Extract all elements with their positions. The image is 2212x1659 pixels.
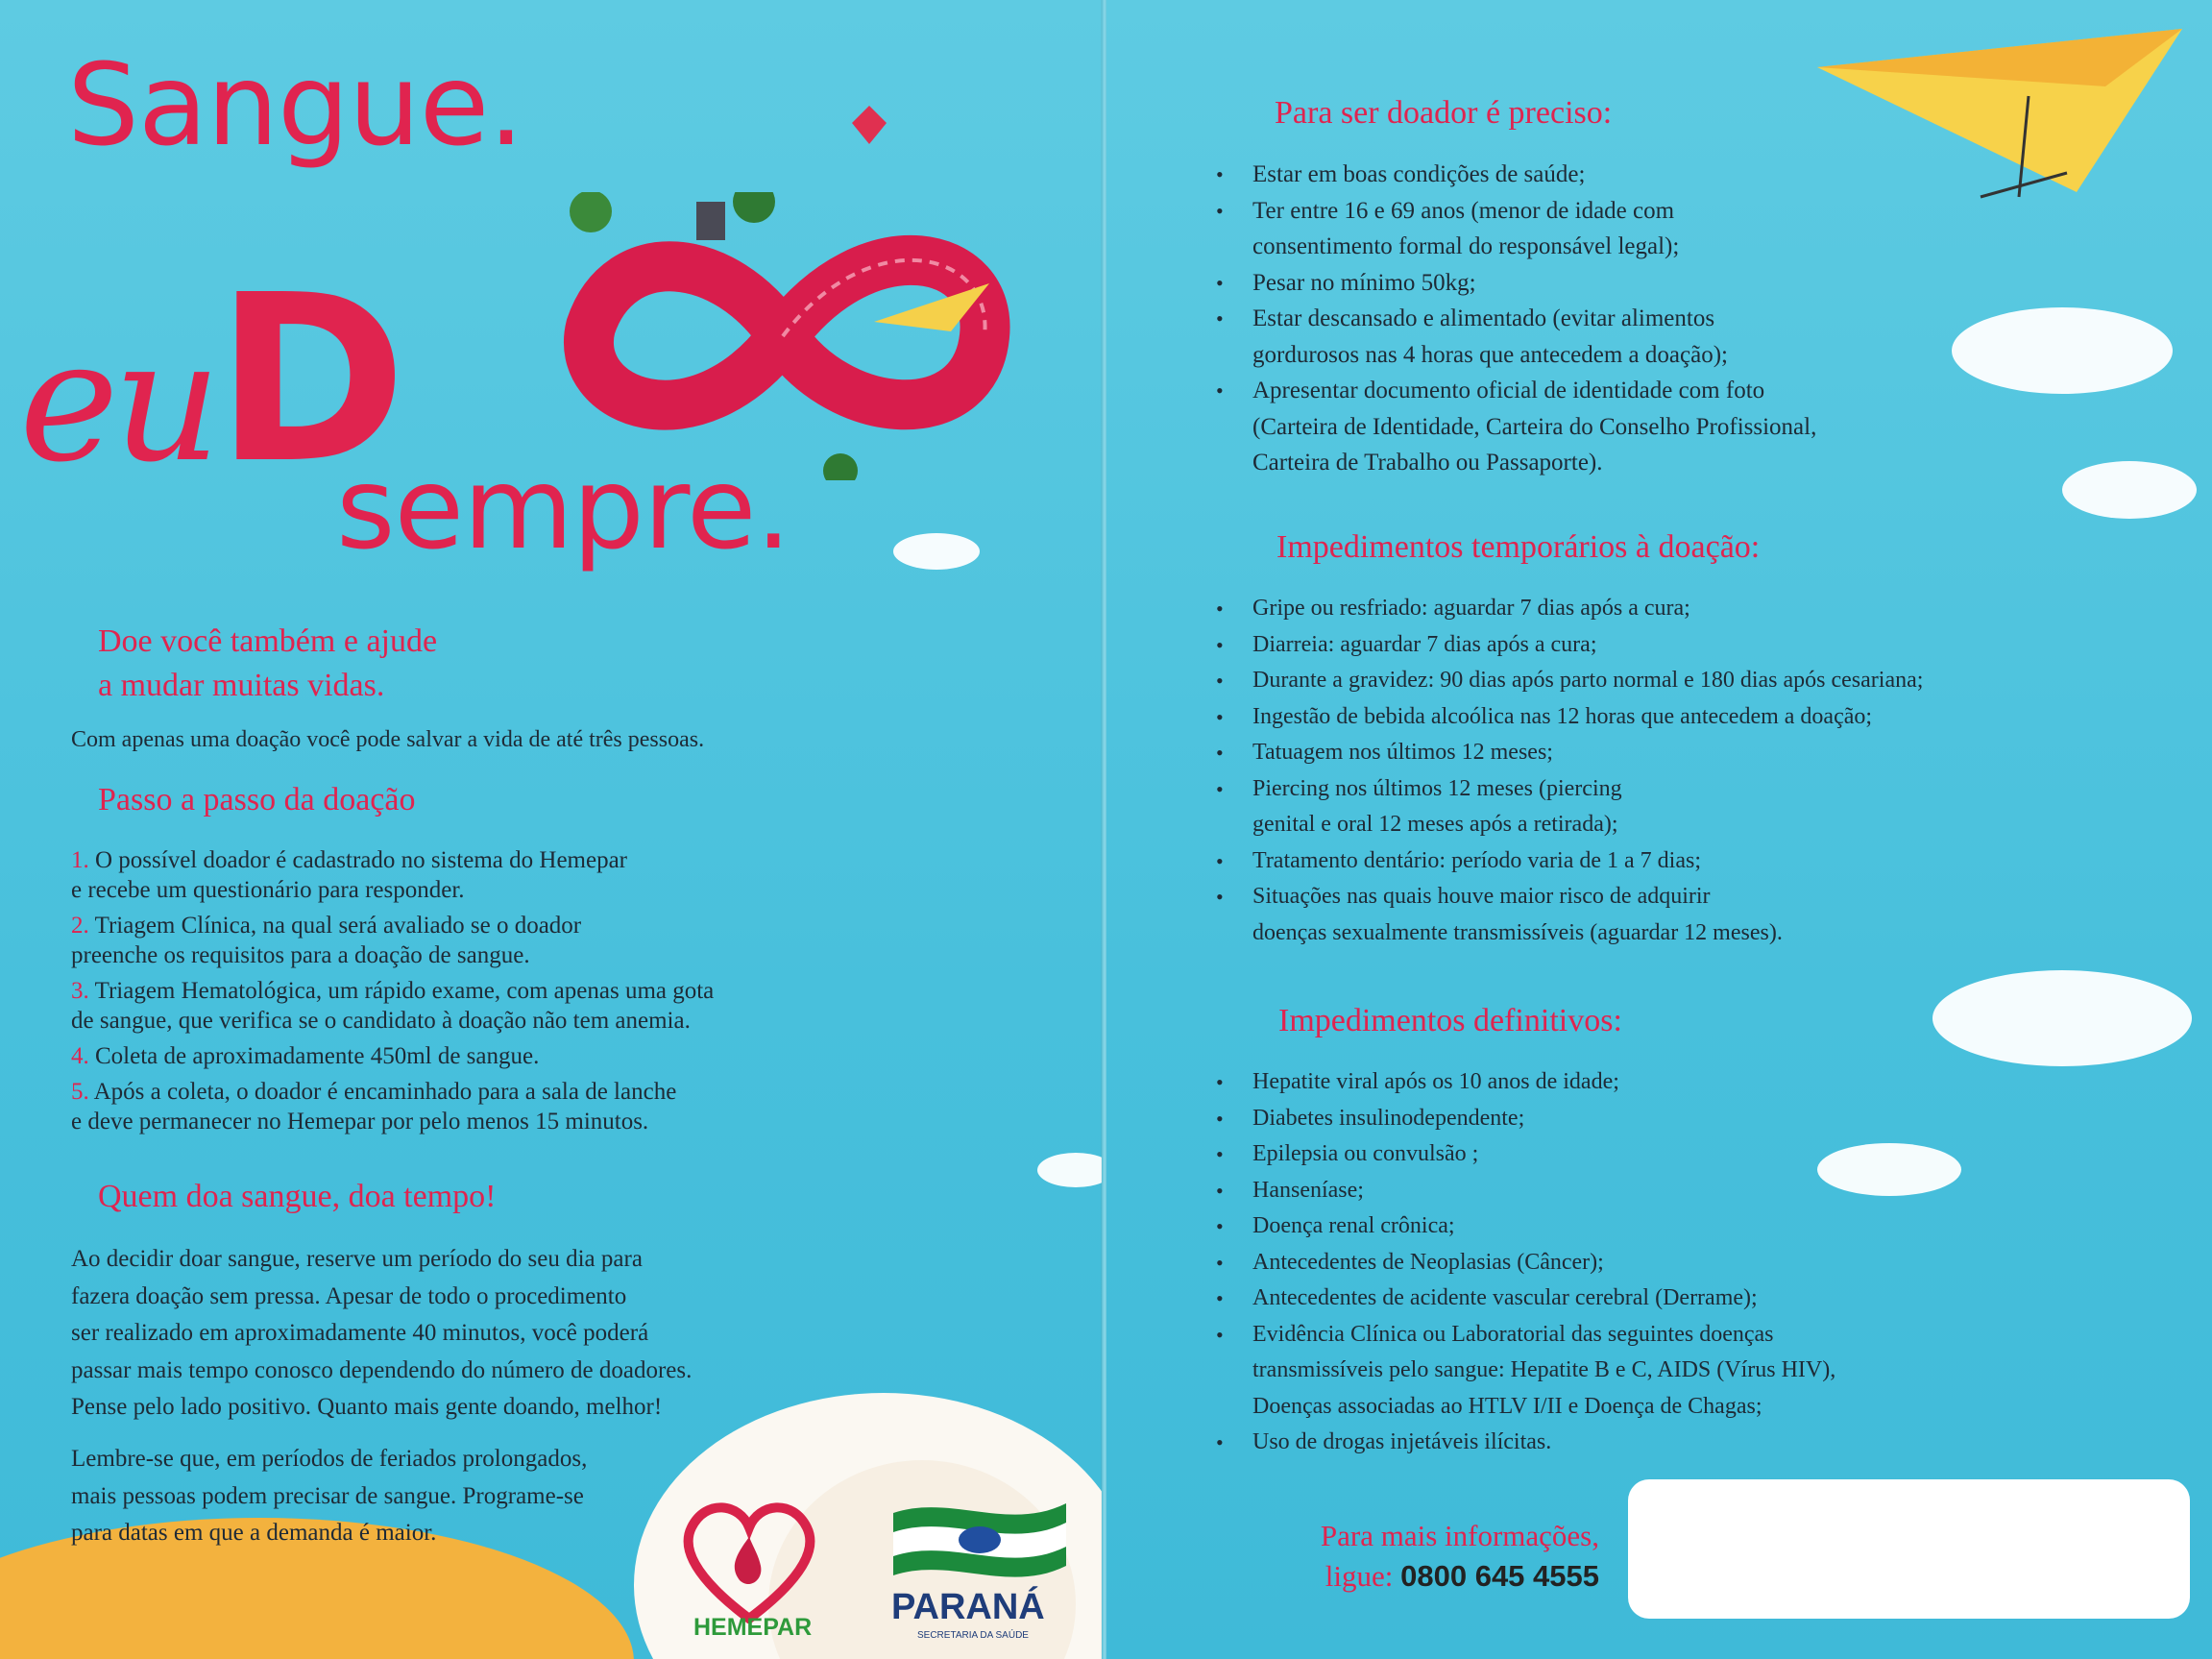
impediment-item: • Gripe ou resfriado: aguardar 7 dias após a cura; — [1216, 591, 1923, 627]
impediment-item: • Durante a gravidez: 90 dias após parto normal e 180 dias após cesariana; — [1216, 663, 1923, 699]
kite-icon — [850, 106, 888, 144]
impediment-item: • Hepatite viral após os 10 anos de idade; — [1216, 1064, 1835, 1101]
time-paragraph-1: Ao decidir doar sangue, reserve um período do seu dia para fazera doação sem pressa. Apesar de todo o procedimento ser realizado em aproximadamente 40 minutos, você poderá passar mais tempo conosco dependendo do número de doadores. Pense pelo lado positivo. Quanto mais gente doando, melhor! — [71, 1246, 693, 1420]
steps-title: Passo a passo da doação — [98, 782, 416, 817]
impediment-item: • Diabetes insulinodependente; — [1216, 1101, 1835, 1137]
step-item: 5. Após a coleta, o doador é encaminhado para a sala de lanche e deve permanecer no Hemepar por pelo menos 15 minutos. — [71, 1079, 677, 1134]
cloud — [1952, 307, 2173, 394]
headline-line: a mudar muitas vidas. — [98, 668, 385, 703]
left-page — [0, 0, 1102, 1659]
impediment-item: doenças sexualmente transmissíveis (aguardar 12 meses). — [1252, 919, 1783, 945]
headline-line: Doe você também e ajude — [98, 623, 438, 659]
headline — [98, 620, 437, 708]
permanent-impediments-list — [1216, 1064, 1835, 1461]
cloud — [1037, 1153, 1102, 1187]
temporary-impediments-title: Impedimentos temporários à doação: — [1276, 529, 1761, 565]
hang-glider-icon — [1817, 29, 2211, 211]
hemepar-heart-logo-icon — [682, 1499, 816, 1623]
hemepar-logo-text: HEMEPAR — [693, 1614, 813, 1641]
cloud — [893, 533, 980, 570]
impediment-item: • Ingestão de bebida alcoólica nas 12 horas que antecedem a doação; — [1216, 699, 1923, 736]
impediment-item: • Evidência Clínica ou Laboratorial das seguintes doenças — [1216, 1317, 1835, 1354]
impediment-item: • Piercing nos últimos 12 meses (piercing — [1216, 771, 1923, 808]
requirement-item: consentimento formal do responsável legal); — [1252, 233, 1680, 259]
cover-title-line3: sempre. — [336, 442, 790, 574]
parana-logo-text: PARANÁ — [891, 1587, 1045, 1627]
impediment-item: • Diarreia: aguardar 7 dias após a cura; — [1216, 627, 1923, 664]
contact-info — [1277, 1516, 1599, 1597]
impediment-item: • Epilepsia ou convulsão ; — [1216, 1136, 1835, 1173]
requirements-list — [1216, 157, 1816, 481]
impediment-item: • Doença renal crônica; — [1216, 1208, 1835, 1245]
impediment-item: • Hanseníase; — [1216, 1173, 1835, 1209]
step-item: 1. O possível doador é cadastrado no sistema do Hemepar e recebe um questionário para responder. — [71, 847, 628, 903]
impediment-item: • Uso de drogas injetáveis ilícitas. — [1216, 1425, 1835, 1461]
contact-line1: Para mais informações, — [1320, 1519, 1599, 1552]
cloud — [2062, 461, 2197, 519]
impediment-item: • Tratamento dentário: período varia de 1 a 7 dias; — [1216, 843, 1923, 880]
impediment-item: • Antecedentes de acidente vascular cerebral (Derrame); — [1216, 1281, 1835, 1317]
time-title: Quem doa sangue, doa tempo! — [98, 1179, 497, 1214]
requirement-item: • Pesar no mínimo 50kg; — [1216, 265, 1816, 302]
steps-list — [71, 845, 714, 1142]
cover-title-line1: Sangue. — [67, 38, 523, 171]
impediment-item: • Antecedentes de Neoplasias (Câncer); — [1216, 1245, 1835, 1281]
requirements-title: Para ser doador é preciso: — [1275, 95, 1613, 131]
cover-script-word: eu — [19, 305, 216, 500]
requirement-item: Carteira de Trabalho ou Passaporte). — [1252, 450, 1603, 476]
requirement-item: gordurosos nas 4 horas que antecedem a doação); — [1252, 341, 1728, 368]
impediment-item: transmissíveis pelo sangue: Hepatite B e C, AIDS (Vírus HIV), — [1252, 1357, 1836, 1382]
cloud — [1932, 970, 2192, 1066]
temporary-impediments-list — [1216, 591, 1923, 951]
requirement-item: • Estar descansado e alimentado (evitar alimentos — [1216, 301, 1816, 337]
impediment-item: genital e oral 12 meses após a retirada); — [1252, 812, 1618, 837]
intro-text: Com apenas uma doação você pode salvar a vida de até três pessoas. — [71, 727, 705, 752]
time-paragraph-2: Lembre-se que, em períodos de feriados prolongados, mais pessoas podem precisar de sangue. Programe-se para datas em que a demanda é maior. — [71, 1446, 588, 1546]
requirement-item: • Estar em boas condições de saúde; — [1216, 157, 1816, 193]
phone-number[interactable]: 0800 645 4555 — [1400, 1559, 1599, 1593]
parana-flag-icon — [893, 1494, 1066, 1585]
impediment-item: • Situações nas quais houve maior risco de adquirir — [1216, 879, 1923, 915]
impediment-item: • Tatuagem nos últimos 12 meses; — [1216, 735, 1923, 771]
hang-glider-icon — [874, 283, 989, 351]
requirement-item: (Carteira de Identidade, Carteira do Conselho Profissional, — [1252, 413, 1817, 440]
requirement-item: • Ter entre 16 e 69 anos (menor de idade com — [1216, 193, 1816, 230]
right-page — [1106, 0, 2212, 1659]
cover-big-letter: D — [215, 245, 407, 514]
permanent-impediments-title: Impedimentos definitivos: — [1278, 1003, 1622, 1038]
parana-logo-subtext: SECRETARIA DA SAÚDE — [917, 1630, 1029, 1641]
contact-blank-box — [1628, 1479, 2190, 1619]
step-item: 4. Coleta de aproximadamente 450ml de sangue. — [71, 1043, 540, 1069]
contact-line2: ligue: 0800 645 4555 — [1325, 1559, 1599, 1593]
step-item: 2. Triagem Clínica, na qual será avaliado se o doador preenche os requisitos para a doação de sangue. — [71, 913, 582, 968]
cloud — [1817, 1143, 1961, 1196]
requirement-item: • Apresentar documento oficial de identidade com foto — [1216, 373, 1816, 409]
step-item: 3. Triagem Hematológica, um rápido exame, com apenas uma gota de sangue, que verifica se o candidato à doação não tem anemia. — [71, 978, 715, 1034]
impediment-item: Doenças associadas ao HTLV I/II e Doença de Chagas; — [1252, 1393, 1762, 1419]
